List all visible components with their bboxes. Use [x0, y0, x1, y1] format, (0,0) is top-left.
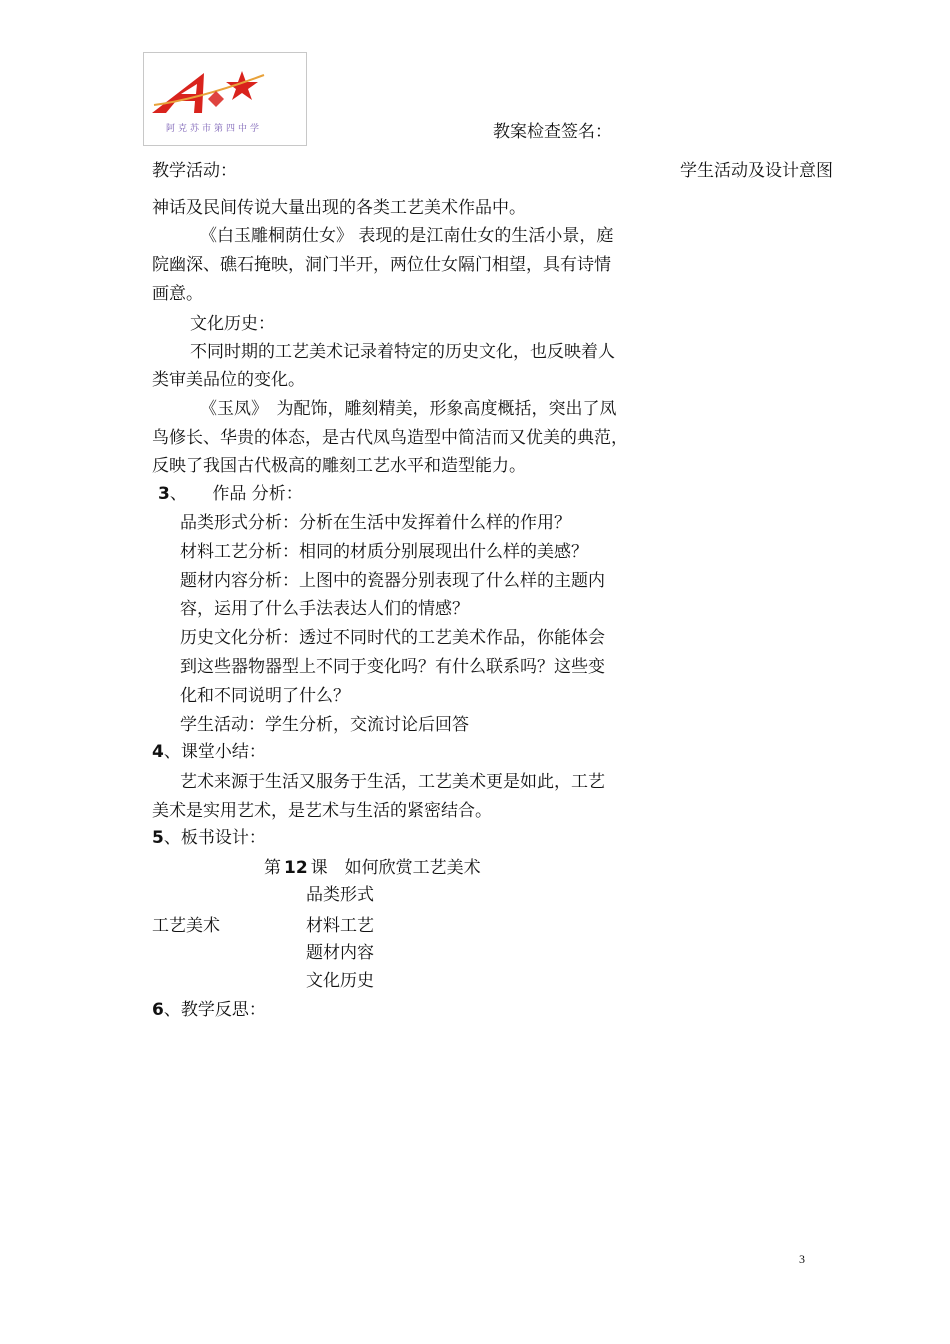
teaching-activity-heading: 教学活动： [152, 161, 237, 181]
analysis-question: 容，运用了什么手法表达人们的情感？ [180, 599, 469, 619]
body-line: 鸟修长、华贵的体态，是古代凤鸟造型中简洁而又优美的典范， [152, 428, 628, 448]
section-5-heading [152, 830, 266, 847]
logo-letter-a-icon [152, 73, 204, 113]
section-5-title: 、板书设计： [163, 828, 266, 848]
analysis-question: 到这些器物器型上不同于变化吗？有什么联系吗？这些变 [180, 657, 605, 677]
summary-line: 艺术来源于生活又服务于生活，工艺美术更是如此，工艺 [180, 772, 605, 792]
body-line: 反映了我国古代极高的雕刻工艺水平和造型能力。 [152, 456, 526, 476]
lesson-suffix: 课 如何欣赏工艺美术 [310, 858, 481, 878]
student-activity-note: 学生活动：学生分析，交流讨论后回答 [180, 715, 469, 735]
section-4-number: 4 [152, 742, 164, 762]
section-3-number: 3 [158, 484, 170, 504]
board-branch: 文化历史 [306, 971, 374, 991]
board-branch: 材料工艺 [306, 916, 374, 936]
analysis-question: 材料工艺分析：相同的材质分别展现出什么样的美感？ [180, 542, 588, 562]
body-line: 《白玉雕桐荫仕女》 表现的是江南仕女的生活小景，庭 [200, 226, 614, 246]
body-line: 院幽深、礁石掩映，洞门半开，两位仕女隔门相望，具有诗情 [152, 255, 611, 275]
body-line: 《玉凤》 为配饰，雕刻精美，形象高度概括，突出了凤 [200, 399, 617, 419]
analysis-question: 化和不同说明了什么？ [180, 686, 350, 706]
logo-school-name: 阿克苏市第四中学 [166, 124, 263, 134]
analysis-question: 历史文化分析：透过不同时代的工艺美术作品，你能体会 [180, 628, 605, 648]
page-number: 3 [799, 1252, 805, 1266]
school-logo [143, 52, 307, 146]
body-line: 类审美品位的变化。 [152, 370, 305, 390]
body-line: 文化历史： [190, 314, 275, 334]
summary-line: 美术是实用艺术，是艺术与生活的紧密结合。 [152, 801, 492, 821]
body-line: 神话及民间传说大量出现的各类工艺美术作品中。 [152, 198, 526, 218]
body-line: 不同时期的工艺美术记录着特定的历史文化，也反映着人 [190, 342, 615, 362]
section-6-heading [152, 1002, 266, 1019]
lesson-prefix: 第 [264, 858, 281, 878]
section-4-title: 、课堂小结： [163, 742, 266, 762]
section-5-number: 5 [152, 828, 164, 848]
section-3-title: 、 作品 分析： [169, 484, 303, 504]
student-activity-heading: 学生活动及设计意图 [680, 161, 833, 181]
lesson-number: 12 [284, 858, 308, 878]
board-lesson-title [264, 860, 481, 877]
analysis-question: 品类形式分析：分析在生活中发挥着什么样的作用？ [180, 513, 571, 533]
section-4-heading [152, 744, 266, 761]
section-6-number: 6 [152, 1000, 164, 1020]
board-branch: 题材内容 [306, 943, 374, 963]
board-root: 工艺美术 [152, 916, 220, 936]
body-line: 画意。 [152, 284, 203, 304]
analysis-question: 题材内容分析：上图中的瓷器分别表现了什么样的主题内 [180, 571, 605, 591]
section-6-title: 、教学反思： [163, 1000, 266, 1020]
section-3-heading [158, 486, 303, 503]
board-branch: 品类形式 [306, 885, 374, 905]
check-signature-label: 教案检查签名： [493, 122, 612, 142]
